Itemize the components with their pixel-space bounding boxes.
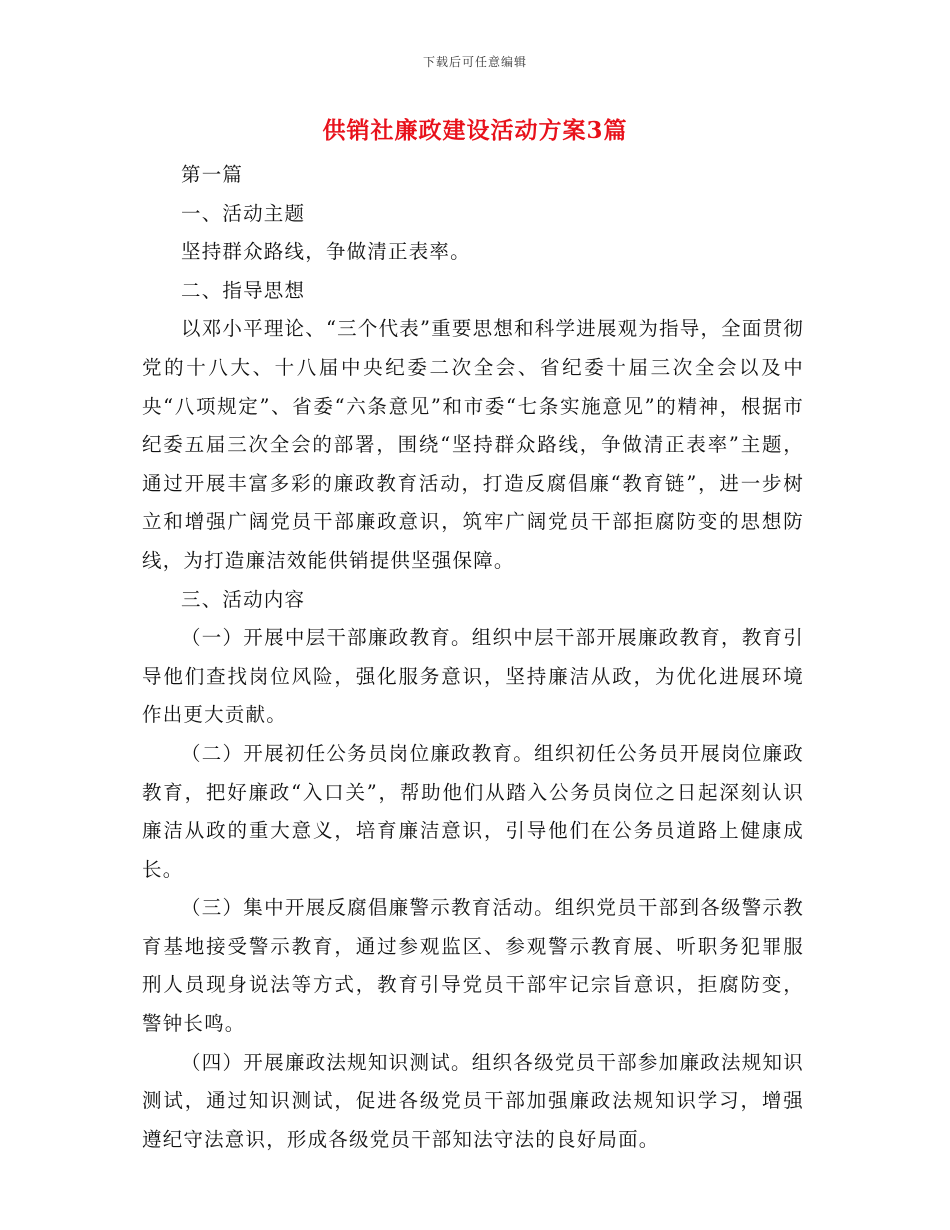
document-title: 供销社廉政建设活动方案3篇 bbox=[322, 117, 628, 144]
section-heading-content: 三、活动内容 bbox=[181, 587, 306, 611]
section-heading-theme: 一、活动主题 bbox=[181, 201, 306, 225]
paragraph-content-item-4: （四）开展廉政法规知识测试。组织各级党员干部参加廉政法规知识测试，通过知识测试，促进各级党员干部加强廉政法规知识学习，增强遵纪守法意识，形成各级党员干部知法守法的良好局面。 bbox=[142, 1050, 804, 1151]
paragraph-content-item-3: （三）集中开展反腐倡廉警示教育活动。组织党员干部到各级警示教育基地接受警示教育，通过参观监区、参观警示教育展、听职务犯罪服刑人员现身说法等方式，教育引导党员干部牢记宗旨意识，拒腐防变，警钟长鸣。 bbox=[142, 896, 804, 1036]
document-body bbox=[142, 156, 804, 1159]
section-heading-guiding-thought: 二、指导思想 bbox=[181, 278, 306, 302]
paragraph-content-item-1: （一）开展中层干部廉政教育。组织中层干部开展廉政教育，教育引导他们查找岗位风险，强化服务意识，坚持廉洁从政，为优化进展环境作出更大贡献。 bbox=[142, 626, 804, 727]
paragraph-theme: 坚持群众路线，争做清正表率。 bbox=[181, 240, 471, 264]
paragraph-guiding-thought: 以邓小平理论、“三个代表”重要思想和科学进展观为指导，全面贯彻党的十八大、十八届中央纪委二次全会、省纪委十届三次全会以及中央“八项规定”、省委“六条意见”和市委“七条实施意见”的精神，根据市纪委五届三次全会的部署，围绕“坚持群众路线，争做清正表率”主题，通过开展丰富多彩的廉政教育活动，打造反腐倡廉“教育链”，进一步树立和增强广阔党员干部廉政意识，筑牢广阔党员干部拒腐防变的思想防线，为打造廉洁效能供销提供坚强保障。 bbox=[142, 317, 804, 572]
paragraph-content-item-2: （二）开展初任公务员岗位廉政教育。组织初任公务员开展岗位廉政教育，把好廉政“入口关”，帮助他们从踏入公务员岗位之日起深刻认识廉洁从政的重大意义，培育廉洁意识，引导他们在公务员道路上健康成长。 bbox=[142, 741, 804, 881]
section-heading-part-one: 第一篇 bbox=[181, 163, 244, 186]
header-note: 下载后可任意编辑 bbox=[422, 55, 527, 69]
